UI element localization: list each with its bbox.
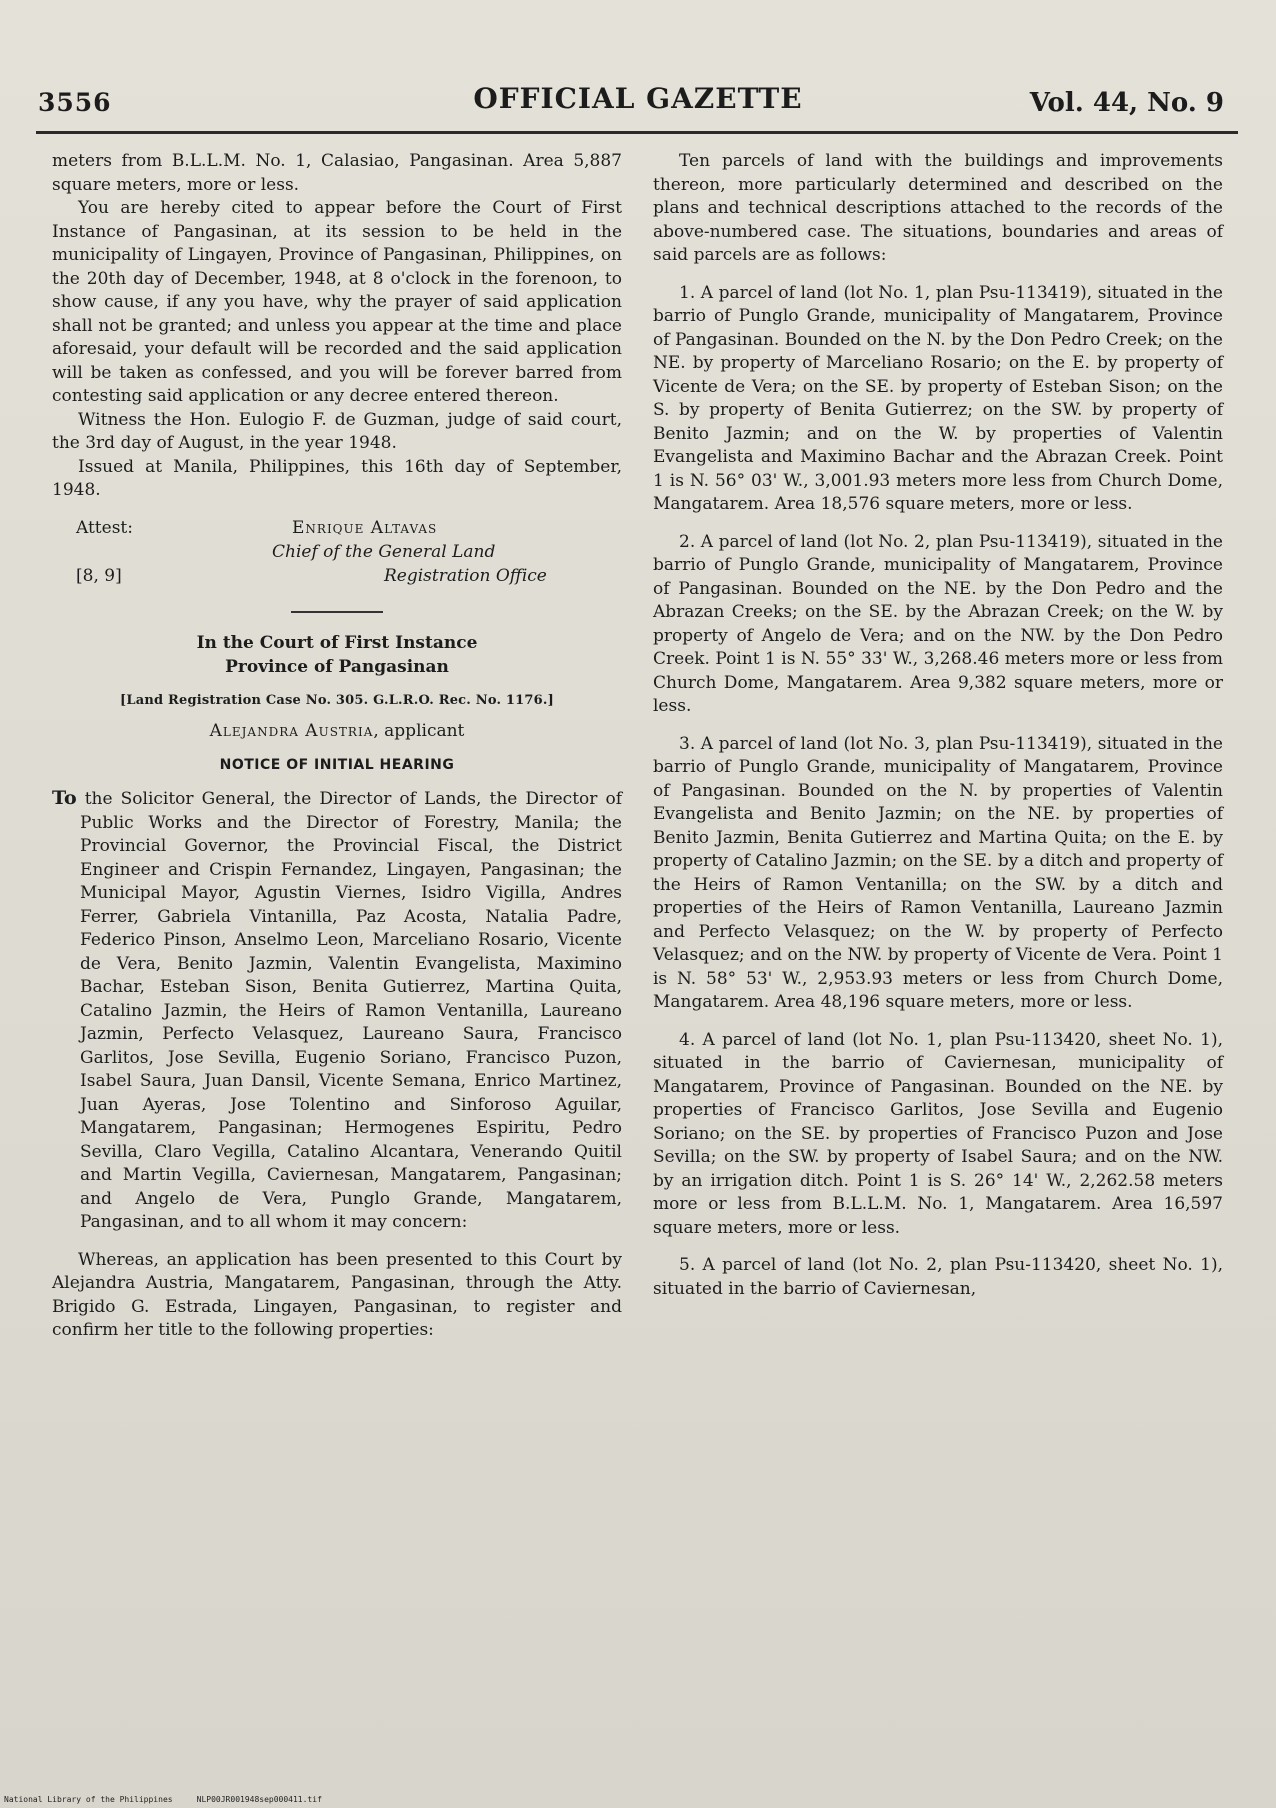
notice-addressees bbox=[52, 787, 622, 1235]
paragraph-citation: You are hereby cited to appear before the Court of First Instance of Pangasinan, at its session to be held in the municipality of Lingayen, Province of Pangasinan, Philippines, on the 20th day of December, 1948, at 8 o'clock in the forenoon, to show cause, if any you have, why the prayer of said application shall not be granted; and unless you appear at the time and place aforesaid, your default will be recorded and the said application will be taken as confessed, and you will be forever barred from contesting said application or any decree entered thereon. bbox=[52, 198, 622, 406]
addressee-list: the Solicitor General, the Director of Lands, the Director of Public Works and the Director of Forestry, Manila; the Provincial Governor, the Provincial Fiscal, the District Engineer and Crispin Fernandez, Lingayen, Pangasinan; the Municipal Mayor, Agustin Viernes, Isidro Vigilla, Andres Ferrer, Gabriela Vintanilla, Paz Acosta, Natalia Padre, Federico Pinson, Anselmo Leon, Marceliano Rosario, Vicente de Vera, Benito Jazmin, Valentin Evangelista, Maximino Bachar, Esteban Sison, Benita Gutierrez, Martina Quita, Catalino Jazmin, the Heirs of Ramon Ventanilla, Laureano Jazmin, Perfecto Velasquez, Laureano Saura, Francisco Garlitos, Jose Sevilla, Eugenio Soriano, Francisco Puzon, Isabel Saura, Juan Dansil, Vicente Semana, Enrico Martinez, Juan Ayeras, Jose Tolentino and Sinforoso Aguilar, Mangatarem, Pangasinan; Hermogenes Espiritu, Pedro Sevilla, Claro Vegilla, Catalino Alcantara, Venerando Quitil and Martin Vegilla, Caviernesan, Mangatarem, Pangasinan; and Angelo de Vera, Punglo Grande, Mangatarem, Pangasinan, and to all whom it may concern: bbox=[76, 789, 622, 1232]
page-number: 3556 bbox=[38, 88, 112, 117]
applicant-suffix: , applicant bbox=[373, 721, 465, 741]
scan-footer: National Library of the Philippines NLP00JR001948sep000411.tif bbox=[4, 1795, 322, 1804]
attest-title-line2: Registration Office bbox=[384, 565, 547, 586]
volume-issue: Vol. 44, No. 9 bbox=[1029, 88, 1224, 118]
paragraph-witness: Witness the Hon. Eulogio F. de Guzman, judge of said court, the 3rd day of August, in the year 1948. bbox=[52, 409, 622, 453]
parcel-4: 4. A parcel of land (lot No. 1, plan Psu-113420, sheet No. 1), situated in the barrio of Caviernesan, municipality of Mangatarem, Province of Pangasinan. Bounded on the NE. by properties of Francisco Garlitos, Jose Sevilla and Eugenio Soriano; on the SE. by properties of Francisco Puzon and Jose Sevilla; on the SW. by property of Isabel Saura; and on the NW. by an irrigation ditch. Point 1 is S. 26° 14' W., 2,262.58 meters more or less from B.L.L.M. No. 1, Mangatarem. Area 16,597 square meters, more or less. bbox=[653, 1029, 1223, 1238]
to-word: To bbox=[52, 787, 77, 809]
header-rule bbox=[36, 131, 1238, 134]
attest-name: Enrique Altavas bbox=[292, 517, 438, 538]
notice-title: NOTICE OF INITIAL HEARING bbox=[219, 756, 455, 773]
paragraph-whereas: Whereas, an application has been presented to this Court by Alejandra Austria, Mangatarem, Pangasinan, through the Atty. Brigido G. Estrada, Lingayen, Pangasinan, to register and confirm her title to the following properties: bbox=[52, 1249, 622, 1340]
left-column bbox=[52, 150, 622, 1343]
attestation-block bbox=[52, 517, 622, 589]
case-reference: [Land Registration Case No. 305. G.L.R.O. Rec. No. 1176.] bbox=[120, 692, 554, 708]
section-divider bbox=[291, 611, 383, 613]
parcel-5: 5. A parcel of land (lot No. 2, plan Psu-113420, sheet No. 1), situated in the barrio of Caviernesan, bbox=[653, 1255, 1223, 1299]
paragraph-issued: Issued at Manila, Philippines, this 16th day of September, 1948. bbox=[52, 456, 622, 500]
applicant-name: Alejandra Austria bbox=[209, 721, 374, 741]
attest-title-line1: Chief of the General Land bbox=[272, 541, 496, 562]
right-column bbox=[653, 150, 1223, 1301]
parcel-3: 3. A parcel of land (lot No. 3, plan Psu-113419), situated in the barrio of Punglo Grande, municipality of Mangatarem, Province of Pangasinan. Bounded on the N. by properties of Valentin Evangelista and Benito Jazmin; on the NE. by properties of Benito Jazmin, Benita Gutierrez and Martina Quita; on the E. by property of Catalino Jazmin; on the SE. by a ditch and property of the Heirs of Ramon Ventanilla; on the SW. by a ditch and properties of the Heirs of Ramon Ventanilla, Laureano Jazmin and Perfecto Velasquez; on the W. by property of Perfecto Velasquez; and on the NW. by property of Vicente de Vera. Point 1 is N. 58° 53' W., 2,953.93 meters or less from Church Dome, Mangatarem. Area 48,196 square meters, more or less. bbox=[653, 733, 1223, 1012]
attest-label: Attest: bbox=[76, 517, 133, 538]
applicant-line bbox=[52, 720, 622, 744]
issue-code: [8, 9] bbox=[76, 565, 122, 586]
parcel-1: 1. A parcel of land (lot No. 1, plan Psu-113419), situated in the barrio of Punglo Grande, municipality of Mangatarem, Province of Pangasinan. Bounded on the N. by the Don Pedro Creek; on the NE. by property of Marceliano Rosario; on the E. by property of Vicente de Vera; on the SE. by property of Esteban Sison; on the S. by property of Benita Gutierrez; on the SW. by property of Benito Jazmin; and on the W. by properties of Valentin Evangelista and Maximino Bachar and the Abrazan Creek. Point 1 is N. 56° 03' W., 3,001.93 meters more less from Church Dome, Mangatarem. Area 18,576 square meters, more or less. bbox=[653, 282, 1223, 514]
parcel-2: 2. A parcel of land (lot No. 2, plan Psu-113419), situated in the barrio of Punglo Grande, municipality of Mangatarem, Province of Pangasinan. Bounded on the NE. by the Don Pedro and the Abrazan Creeks; on the SE. by the Abrazan Creek; on the W. by property of Angelo de Vera; and on the NW. by the Don Pedro Creek. Point 1 is N. 55° 33' W., 3,268.46 meters more or less from Church Dome, Mangatarem. Area 9,382 square meters, more or less. bbox=[653, 531, 1223, 716]
paragraph-area: meters from B.L.L.M. No. 1, Calasiao, Pangasinan. Area 5,887 square meters, more or less. bbox=[52, 151, 622, 195]
publication-title: OFFICIAL GAZETTE bbox=[473, 82, 803, 115]
parcels-intro: Ten parcels of land with the buildings and improvements thereon, more particularly determined and described on the plans and technical descriptions attached to the records of the above-numbered case. The situations, boundaries and areas of said parcels are as follows: bbox=[653, 151, 1223, 265]
court-heading-line1: In the Court of First Instance bbox=[196, 632, 478, 653]
court-heading-line2: Province of Pangasinan bbox=[225, 656, 449, 677]
